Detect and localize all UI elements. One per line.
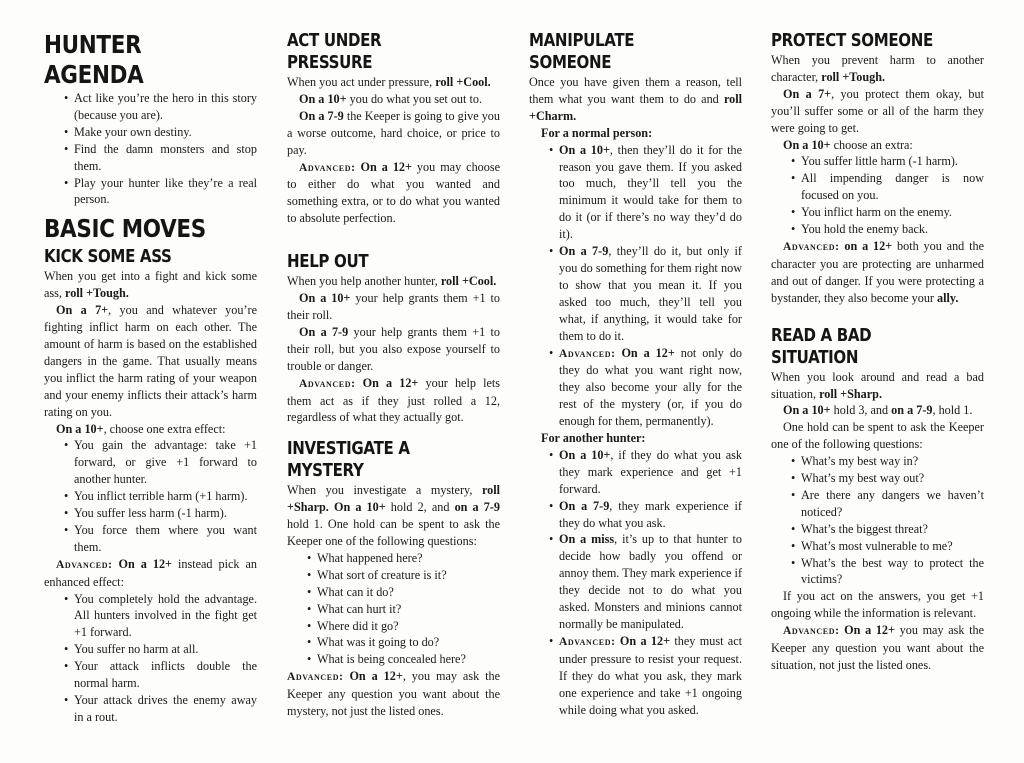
kick-seven: On a 7+, you and whatever you’re fighting inflict harm on each other. The amount of harm is based on the established dangers in the game. That usually means you inflict the harm rating of your weapon and your enemy inflicts their attack’s harm rating on you. <box>44 303 257 419</box>
list-item: • On a 10+, if they do what you ask they mark experience and get +1 forward. <box>559 447 742 498</box>
hunter-agenda-title: HUNTER AGENDA <box>44 30 144 89</box>
list-item: • Make your own destiny. <box>74 124 257 141</box>
column-2 <box>287 30 500 720</box>
list-item: • You suffer less harm (-1 harm). <box>74 505 257 522</box>
pressure-advanced: Advanced: On a 12+ you may choose to either do what you wanted and something extra, or to do what you wanted to absolute perfection. <box>287 159 501 226</box>
investigate-a-mystery-title: INVESTIGATE A MYSTERY <box>287 439 410 482</box>
agenda-list <box>44 90 257 208</box>
list-item: • What can hurt it? <box>317 601 500 618</box>
list-item: • Act like you’re the hero in this story (because you are). <box>74 90 257 124</box>
list-item: • What’s the biggest threat? <box>801 521 984 538</box>
act-under-pressure-title: ACT UNDER PRESSURE <box>287 31 382 73</box>
normal-person-list <box>529 142 742 430</box>
list-item: • On a 7-9, they mark experience if they do what you ask. <box>559 498 742 532</box>
list-item: • All impending danger is now focused on you. <box>801 170 984 204</box>
list-item: • Play your hunter like they’re a real person. <box>74 175 257 209</box>
list-item: • Advanced: On a 12+ they must act under pressure to resist your request. If they do what you ask, they mark one experience and take +1 ongoing while doing what you asked. <box>559 633 742 719</box>
protect-intro: When you prevent harm to another character, roll +Tough. <box>771 53 984 84</box>
another-hunter-heading: For another hunter: <box>541 431 646 446</box>
read-hold-spend: One hold can be spent to ask the Keeper one of the following questions: <box>771 420 984 452</box>
list-item: • Find the damn monsters and stop them. <box>74 141 257 175</box>
investigate-advanced: Advanced: On a 12+, you may ask the Keeper any question you want about the mystery, not just the listed ones. <box>287 669 500 719</box>
manipulate-intro: Once you have given them a reason, tell them what you want them to do and roll +Charm. <box>529 75 742 123</box>
pressure-ten: On a 10+ you do what you set out to. <box>299 91 482 106</box>
kick-intro: When you get into a fight and kick some ass, roll +Tough. <box>44 269 257 301</box>
read-advanced: Advanced: On a 12+ you may ask the Keeper any question you want about the situation, not just the listed ones. <box>771 623 984 672</box>
help-intro: When you help another hunter, roll +Cool. <box>287 274 497 289</box>
list-item: • What’s the best way to protect the victims? <box>801 555 984 589</box>
list-item: • On a miss, it’s up to that hunter to decide how badly you offend or annoy them. They mark experience if they decide not to do what you asked. Monsters and minions cannot normally be manipulated. <box>559 531 742 632</box>
list-item: • What happened here? <box>317 550 500 567</box>
list-item: • You completely hold the advantage. All hunters involved in the fight get +1 forward. <box>74 591 257 642</box>
protect-seven: On a 7+, you protect them okay, but you’ll suffer some or all of the harm they were going to get. <box>771 86 984 135</box>
list-item: • Your attack drives the enemy away in a rout. <box>74 692 257 726</box>
read-a-bad-situation-title: READ A BAD SITUATION <box>771 325 872 368</box>
investigate-intro: When you investigate a mystery, roll +Sharp. On a 10+ hold 2, and on a 7-9 hold 1. One hold can be spent to ask the Keeper one of the following questions: <box>287 483 501 549</box>
column-4 <box>771 30 984 674</box>
column-1 <box>44 30 257 726</box>
list-item: • On a 7-9, they’ll do it, but only if you do something for them right now to show that you mean it. If you asked too much, they’ll tell you what, if anything, it would take for them to do it. <box>559 243 742 344</box>
list-item: • Where did it go? <box>317 618 500 635</box>
list-item: • What is being concealed here? <box>317 651 500 668</box>
kick-ten-list <box>44 437 257 555</box>
list-item: • What can it do? <box>317 584 500 601</box>
list-item: • You suffer no harm at all. <box>74 641 257 658</box>
list-item: • You inflict harm on the enemy. <box>801 204 984 221</box>
manipulate-someone-title: MANIPULATE SOMEONE <box>529 31 635 73</box>
protect-someone-title: PROTECT SOMEONE <box>771 31 933 51</box>
read-after: If you act on the answers, you get +1 ongoing while the information is relevant. <box>771 589 984 621</box>
pressure-intro: When you act under pressure, roll +Cool. <box>287 75 491 89</box>
pressure-seven: On a 7-9 the Keeper is going to give you a worse outcome, hard choice, or price to pay. <box>287 108 500 157</box>
another-hunter-list <box>529 447 742 719</box>
kick-ten: On a 10+, choose one extra effect: <box>56 421 226 436</box>
help-out-title: HELP OUT <box>287 252 369 273</box>
list-item: • On a 10+, then they’ll do it for the reason you gave them. If you asked too much, they’ll tell you the minimum it would take for them to do it (or if there’s no way they’d do it). <box>559 142 742 243</box>
protect-ten: On a 10+ choose an extra: <box>783 137 913 152</box>
help-advanced: Advanced: On a 12+ your help lets them act as if they just rolled a 12, regardless of what they actually got. <box>287 375 500 425</box>
normal-person-heading: For a normal person: <box>541 125 653 140</box>
kick-advanced: Advanced: On a 12+ instead pick an enhanced effect: <box>44 556 257 589</box>
list-item: • Your attack inflicts double the normal harm. <box>74 658 257 692</box>
list-item: • What’s most vulnerable to me? <box>801 538 984 555</box>
protect-advanced: Advanced: on a 12+ both you and the character you are protecting are unharmed and out of danger. If you were protecting a bystander, they also become your ally. <box>771 238 984 305</box>
list-item: • What’s my best way in? <box>801 453 984 470</box>
list-item: • What sort of creature is it? <box>317 567 500 584</box>
list-item: • You suffer little harm (-1 harm). <box>801 153 984 170</box>
column-3 <box>529 30 742 718</box>
list-item: • Advanced: On a 12+ not only do they do what you want right now, they also become your ally for the rest of the mystery (or, if you do enough for them, permanently). <box>559 345 742 431</box>
protect-list <box>771 153 984 238</box>
list-item: • You hold the enemy back. <box>801 221 984 238</box>
kick-advanced-list <box>44 591 257 726</box>
help-ten: On a 10+ your help grants them +1 to their roll. <box>287 291 500 322</box>
help-seven: On a 7-9 your help grants them +1 to their roll, but you also expose yourself to trouble or danger. <box>287 324 500 373</box>
read-intro: When you look around and read a bad situation, roll +Sharp. <box>771 369 984 401</box>
list-item: • You inflict terrible harm (+1 harm). <box>74 488 257 505</box>
investigate-questions <box>287 550 500 668</box>
basic-moves-title: BASIC MOVES <box>44 214 206 244</box>
list-item: • What was it going to do? <box>317 634 500 651</box>
read-questions <box>771 453 984 588</box>
read-hold: On a 10+ hold 3, and on a 7-9, hold 1. <box>783 403 973 418</box>
list-item: • You force them where you want them. <box>74 522 257 556</box>
kick-some-ass-title: KICK SOME ASS <box>44 247 172 268</box>
list-item: • Are there any dangers we haven’t noticed? <box>801 487 984 521</box>
list-item: • What’s my best way out? <box>801 470 984 487</box>
list-item: • You gain the advantage: take +1 forward, or give +1 forward to another hunter. <box>74 437 257 488</box>
